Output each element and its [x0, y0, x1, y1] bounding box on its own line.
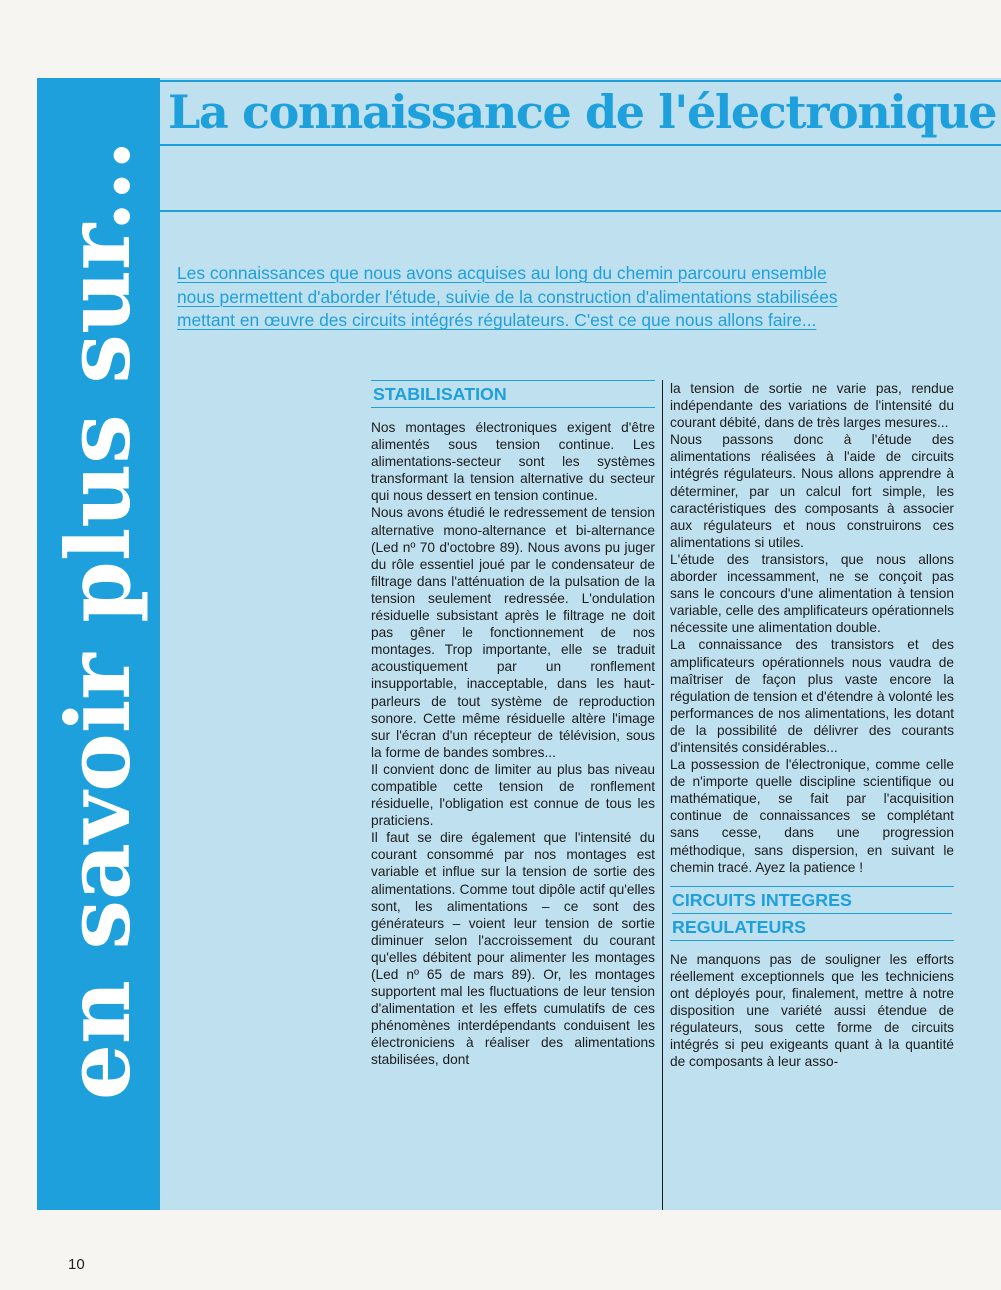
intro-line: nous permettent d'aborder l'étude, suivie de la construction d'alimentations stabilisées [177, 286, 838, 307]
body-paragraph: La connaissance des transistors et des amplificateurs opérationnels nous vaudra de maîtriser de façon plus vaste encore la régulation de tension et d'étendre à volonté les performances de nos alimentations, les dotant de la possibilité de délivrer des courants d'intensités considérables... [670, 637, 954, 755]
title-box [160, 80, 1001, 146]
body-paragraph: La possession de l'électronique, comme celle de n'importe quelle discipline scientifique ou mathématique, se fait par l'acquisition continue de connaissances se complétant sans cesse, dans une progression méthodique, sans dispersion, en suivant le chemin tracé. Ayez la patience ! [670, 757, 954, 875]
intro-line: mettant en œuvre des circuits intégrés régulateurs. C'est ce que nous allons faire... [177, 310, 817, 331]
section-heading-stabilisation: STABILISATION [371, 380, 655, 408]
page-number: 10 [68, 1256, 85, 1273]
intro-paragraph [177, 262, 957, 333]
article-column-1 [371, 380, 655, 1069]
page-title: La connaissance de l'électronique [168, 85, 997, 139]
body-paragraph: la tension de sortie ne varie pas, rendue indépendante des variations de l'intensité du courant débité, dans de très larges mesures... [670, 381, 954, 431]
body-paragraph: Ne manquons pas de souligner les efforts réellement exceptionnels que les techniciens ont déployés pour, finalement, mettre à notre disposition une variété aussi étendue de régulateurs, sous cette forme de circuits intégrés si peu exigeants quant à la quantité de composants à leur asso- [670, 951, 954, 1070]
heading-line: REGULATEURS [672, 913, 952, 940]
section-heading-circuits-integres [670, 886, 954, 941]
header-divider [160, 210, 1001, 212]
body-paragraph: Il convient donc de limiter au plus bas niveau compatible cette tension de ronflement résiduelle, l'obligation est connue de tous les praticiens. [371, 761, 655, 829]
intro-line: Les connaissances que nous avons acquises au long du chemin parcouru ensemble [177, 263, 827, 283]
body-paragraph: Nos montages électroniques exigent d'être alimentés sous tension continue. Les alimentations-secteur sont les systèmes transformant la tension alternative du secteur qui nous dessert en tension continue. [371, 420, 655, 504]
sidebar-title-text: en savoir plus sur... [46, 139, 150, 1101]
heading-line: CIRCUITS INTEGRES [672, 889, 852, 910]
article-column-2 [670, 380, 954, 1070]
body-paragraph: Nous passons donc à l'étude des alimentations réalisées à l'aide de circuits intégrés régulateurs. Nous allons apprendre à déterminer, par un calcul fort simple, les caractéristiques des composants à associer aux régulateurs et nous construirons ces alimentations si utiles. [670, 432, 954, 550]
column-divider [662, 380, 663, 1210]
body-paragraph: Nous avons étudié le redressement de tension alternative mono-alternance et bi-alternance (Led nº 70 d'octobre 89). Nous avons pu juger du rôle essentiel joué par le condensateur de filtrage dans l'atténuation de la pulsation de la tension seulement redressée. L'ondulation résiduelle subsistant après le filtrage ne doit pas gêner le fonctionnement de nos montages. Trop importante, elle se traduit acoustiquement par un ronflement insupportable, inacceptable, dans les haut-parleurs de tout système de reproduction sonore. Cette même résiduelle altère l'image sur l'écran d'un récepteur de télévision, sous la forme de bandes sombres... [371, 505, 655, 760]
body-paragraph: Il faut se dire également que l'intensité du courant consommé par nos montages est variable et influe sur la tension de sortie des alimentations. Comme tout dipôle actif qu'elles sont, les alimentations – ce sont des générateurs – voient leur tension de sortie diminuer selon l'accroissement du courant qu'elles débitent pour alimenter les montages (Led nº 65 de mars 89). Or, les montages supportent mal les fluctuations de leur tension d'alimentation et les effets cumulatifs de ces phénomènes interdépendants conduisent les électroniciens à réaliser des alimentations stabilisées, dont [371, 830, 655, 1068]
body-paragraph: L'étude des transistors, que nous allons aborder incessamment, ne se conçoit pas sans le concours d'une alimentation à tension variable, celle des amplificateurs opérationnels nécessite une alimentation double. [670, 551, 954, 636]
